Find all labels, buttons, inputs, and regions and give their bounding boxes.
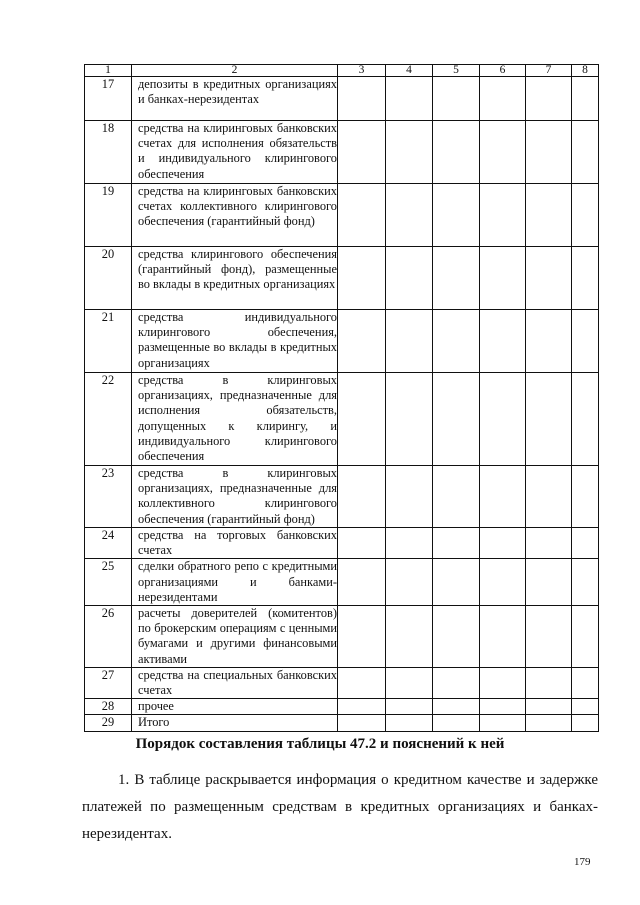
row-number: 26 (85, 606, 132, 668)
row-number: 27 (85, 667, 132, 698)
table-row (85, 184, 599, 247)
row-number: 28 (85, 699, 132, 715)
empty-cell (338, 121, 386, 184)
table-row (85, 699, 599, 715)
empty-cell (386, 528, 433, 559)
empty-cell (433, 606, 480, 668)
empty-cell (480, 559, 526, 606)
empty-cell (526, 77, 572, 121)
empty-cell (526, 310, 572, 373)
empty-cell (526, 466, 572, 528)
row-number: 17 (85, 77, 132, 121)
empty-cell (572, 466, 599, 528)
empty-cell (480, 247, 526, 310)
row-description: средства на специальных банковских счетах (132, 667, 338, 698)
table-row (85, 559, 599, 606)
empty-cell (526, 184, 572, 247)
empty-cell (338, 466, 386, 528)
empty-cell (338, 715, 386, 731)
empty-cell (480, 699, 526, 715)
row-number: 21 (85, 310, 132, 373)
empty-cell (386, 715, 433, 731)
empty-cell (572, 559, 599, 606)
empty-cell (386, 606, 433, 668)
empty-cell (480, 121, 526, 184)
row-description: средства клирингового обеспечения (гарантийный фонд), размещенные во вклады в кредитных организациях (132, 247, 338, 310)
empty-cell (338, 77, 386, 121)
row-number: 23 (85, 466, 132, 528)
empty-cell (572, 699, 599, 715)
row-description: расчеты доверителей (комитентов) по брокерским операциям с ценными бумагами и другими финансовыми активами (132, 606, 338, 668)
empty-cell (386, 121, 433, 184)
empty-cell (572, 247, 599, 310)
empty-cell (526, 715, 572, 731)
empty-cell (433, 559, 480, 606)
empty-cell (433, 667, 480, 698)
empty-cell (480, 528, 526, 559)
table-row (85, 373, 599, 466)
empty-cell (480, 77, 526, 121)
table-row (85, 715, 599, 731)
row-number: 18 (85, 121, 132, 184)
empty-cell (338, 667, 386, 698)
empty-cell (386, 77, 433, 121)
row-description: Итого (132, 715, 338, 731)
empty-cell (526, 373, 572, 466)
table-header-row (85, 65, 599, 77)
row-number: 29 (85, 715, 132, 731)
row-description: средства на торговых банковских счетах (132, 528, 338, 559)
column-header: 2 (132, 65, 338, 77)
empty-cell (338, 373, 386, 466)
empty-cell (338, 699, 386, 715)
column-header: 4 (386, 65, 433, 77)
row-description: средства на клиринговых банковских счетах коллективного клирингового обеспечения (гарантийный фонд) (132, 184, 338, 247)
empty-cell (433, 715, 480, 731)
table-body (85, 77, 599, 732)
empty-cell (526, 528, 572, 559)
row-description: средства на клиринговых банковских счетах для исполнения обязательств и индивидуального клирингового обеспечения (132, 121, 338, 184)
empty-cell (526, 699, 572, 715)
empty-cell (433, 466, 480, 528)
table-row (85, 606, 599, 668)
data-table (84, 64, 599, 732)
row-number: 22 (85, 373, 132, 466)
empty-cell (526, 121, 572, 184)
empty-cell (526, 559, 572, 606)
column-header: 5 (433, 65, 480, 77)
empty-cell (480, 606, 526, 668)
column-header: 3 (338, 65, 386, 77)
row-description: средства индивидуального клирингового обеспечения, размещенные во вклады в кредитных организациях (132, 310, 338, 373)
empty-cell (480, 373, 526, 466)
empty-cell (480, 715, 526, 731)
row-description: депозиты в кредитных организациях и банках-нерезидентах (132, 77, 338, 121)
empty-cell (386, 559, 433, 606)
column-header: 7 (526, 65, 572, 77)
empty-cell (338, 559, 386, 606)
row-description: прочее (132, 699, 338, 715)
column-header: 8 (572, 65, 599, 77)
empty-cell (572, 667, 599, 698)
empty-cell (572, 310, 599, 373)
row-number: 20 (85, 247, 132, 310)
empty-cell (433, 121, 480, 184)
empty-cell (433, 699, 480, 715)
empty-cell (572, 715, 599, 731)
empty-cell (386, 247, 433, 310)
empty-cell (572, 77, 599, 121)
empty-cell (338, 528, 386, 559)
empty-cell (433, 373, 480, 466)
empty-cell (433, 247, 480, 310)
row-number: 24 (85, 528, 132, 559)
row-description: средства в клиринговых организациях, предназначенные для коллективного клирингового обеспечения (гарантийный фонд) (132, 466, 338, 528)
empty-cell (572, 528, 599, 559)
empty-cell (433, 528, 480, 559)
empty-cell (480, 466, 526, 528)
row-number: 25 (85, 559, 132, 606)
row-number: 19 (85, 184, 132, 247)
empty-cell (433, 310, 480, 373)
empty-cell (480, 310, 526, 373)
empty-cell (526, 247, 572, 310)
empty-cell (572, 121, 599, 184)
table-row (85, 528, 599, 559)
row-description: сделки обратного репо с кредитными организациями и банками-нерезидентами (132, 559, 338, 606)
table-row (85, 466, 599, 528)
empty-cell (526, 606, 572, 668)
table-row (85, 247, 599, 310)
empty-cell (386, 699, 433, 715)
empty-cell (526, 667, 572, 698)
table-row (85, 667, 599, 698)
empty-cell (338, 310, 386, 373)
empty-cell (433, 77, 480, 121)
empty-cell (572, 373, 599, 466)
empty-cell (338, 184, 386, 247)
table-row (85, 77, 599, 121)
empty-cell (572, 606, 599, 668)
empty-cell (572, 184, 599, 247)
row-description: средства в клиринговых организациях, предназначенные для исполнения обязательств, допущенных к клирингу, и индивидуального клирингового обеспечения (132, 373, 338, 466)
empty-cell (338, 247, 386, 310)
empty-cell (386, 667, 433, 698)
empty-cell (386, 373, 433, 466)
table-row (85, 310, 599, 373)
table-row (85, 121, 599, 184)
column-header: 1 (85, 65, 132, 77)
body-paragraph: 1. В таблице раскрывается информация о кредитном качестве и задержке платежей по размещенным средствам в кредитных организациях и банках-нерезидентах. (82, 772, 598, 842)
empty-cell (433, 184, 480, 247)
empty-cell (480, 667, 526, 698)
section-heading: Порядок составления таблицы 47.2 и пояснений к ней (135, 736, 505, 752)
column-header: 6 (480, 65, 526, 77)
empty-cell (386, 310, 433, 373)
page-number: 179 (574, 856, 591, 868)
empty-cell (386, 466, 433, 528)
empty-cell (480, 184, 526, 247)
empty-cell (386, 184, 433, 247)
empty-cell (338, 606, 386, 668)
